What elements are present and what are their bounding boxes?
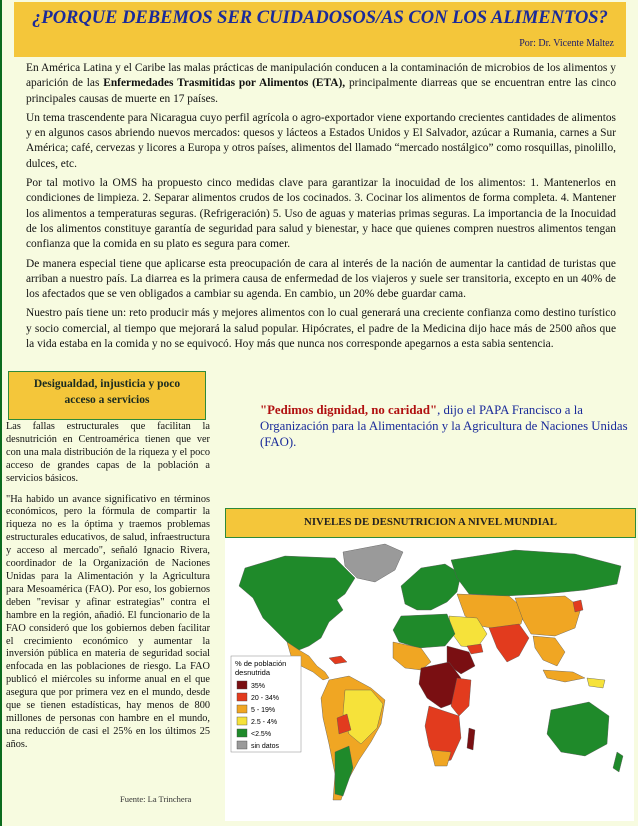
page-border	[0, 0, 2, 826]
quote-emphasis: "Pedimos dignidad, no caridad"	[260, 403, 438, 417]
author-byline: Por: Dr. Vicente Maltez	[519, 38, 614, 49]
main-article	[26, 61, 616, 356]
legend-swatch	[237, 681, 247, 689]
map-heading-box	[225, 508, 636, 538]
legend-label: 5 - 19%	[251, 707, 276, 714]
legend-label: 20 - 34%	[251, 695, 280, 702]
map-heading: NIVELES DE DESNUTRICION A NIVEL MUNDIAL	[304, 516, 557, 528]
title-banner	[14, 2, 626, 57]
paragraph-5: Nuestro país tiene un: reto producir más y mejores alimentos con lo cual generará una creciente confianza como destino turístico y socio comercial, al tiempo que mejorará la salud popular. Hipócrates, el padre de la Medicina dijo hace más de 2500 años que la vida estaba en la comida y no se equivocó. Hoy más que nunca nos corresponde apegarnos a esta sabia sentencia.	[26, 307, 616, 351]
legend-swatch	[237, 717, 247, 725]
quote-text: , dijo el PAPA Francisco a la Organización para la Alimentación y la Agricultura de Naciones Unidas (FAO).	[260, 403, 628, 450]
map-legend	[231, 656, 301, 752]
sidebar-column	[6, 421, 210, 760]
source-credit: Fuente: La Trinchera	[120, 794, 192, 804]
legend-swatch	[237, 705, 247, 713]
paragraph-3: Por tal motivo la OMS ha propuesto cinco medidas clave para garantizar la inocuidad de los alimentos: 1. Mantenerlos en condiciones de limpieza. 2. Separar alimentos crudos de los cocinados. 3. Cocinar los alimentos de forma completa. 4. Mantener los alimentos a temperaturas seguras. (Refrigeración) 5. Uso de aguas y materias primas seguras. La importancia de la Inocuidad de los alimentos constituye garantía de seguridad para salud y bienestar, y hace que quienes compren nuestros alimentos tengan confianza que la comida en su plato es segura para comer.	[26, 177, 616, 251]
sidebar-heading: Desigualdad, injusticia y poco acceso a servicios	[33, 378, 181, 406]
paragraph-4: De manera especial tiene que aplicarse esta preocupación de cara al interés de la nación de aumentar la cantidad de turistas que arriban a nuestro país. La diarrea es la primera causa de enfermedad de los viajeros y suele ser transitoria, excepto en un 40% de los afectados que se ven obligados a cambiar su agenda. En cambio, un 20% debe guardar cama.	[26, 257, 616, 301]
legend-swatch	[237, 693, 247, 701]
legend-label: sin datos	[251, 743, 280, 750]
paragraph-1-part-a: En América Latina y el Caribe las malas prácticas de manipulación conducen a la contaminación de microbios de los alimentos y aparición de las	[26, 62, 616, 90]
map-region-north-africa	[393, 614, 455, 648]
legend-title-line-1: % de población	[235, 659, 287, 668]
legend-swatch	[237, 729, 247, 737]
sidebar-paragraph-2: "Ha habido un avance significativo en términos económicos, pero la fórmula de compartir la riqueza no es la óptima y traemos problemas estructurales educativos, de salud, infraestructura y acceso al mercado", señaló Ignacio Rivera, coordinador de la Organización de Naciones Unidas para la Alimentación y la Agricultura para Mesoamérica (FAO). Por eso, los gobiernos deben "revisar y afinar estrategias" contra el hambre en la región, añadió. El funcionario de la FAO consideró que los gobiernos deben facilitar el crecimiento económico y aumentar la inversión pública en materia de seguridad social enfocada en las poblaciones de riesgo. La FAO publicó el miércoles su informe anual en el que asegura que por primera vez en el mundo, desde que se tienen estadísticas, hay menos de 800 millones de personas con hambre en el mundo, una reducción de casi el 25% en los últimos 25 años.	[6, 493, 210, 750]
legend-label: 2.5 - 4%	[251, 719, 278, 726]
sidebar-paragraph-1: Las fallas estructurales que facilitan la desnutrición en Centroamérica tienen que ver con una mala distribución de la riqueza y el poco acceso de grandes capas de la población a servicios básicos.	[6, 421, 210, 484]
paragraph-1	[26, 61, 616, 107]
malnutrition-world-map	[225, 538, 634, 821]
map-region-north-korea	[573, 600, 583, 612]
legend-label: 35%	[251, 683, 266, 690]
world-map-svg	[225, 538, 634, 821]
pope-quote	[260, 402, 628, 451]
legend-title-line-2: desnutrida	[235, 668, 271, 677]
paragraph-2: Un tema trascendente para Nicaragua cuyo perfil agrícola o agro-exportador viene exportando crecientes cantidades de alimentos y en algunos casos abriendo nuevos mercados: quesos y lácteos a Estados Unidos y El Salvador, azúcar a Rumania, carnes a Sur América; café, cervezas y licores a Europa y otros países, alimentos del llamado “mercado nostálgico” como rosquillas, pinolillo, dulces, etc.	[26, 111, 616, 170]
legend-swatch	[237, 741, 247, 749]
page-title: ¿PORQUE DEBEMOS SER CUIDADOSOS/AS CON LOS ALIMENTOS?	[32, 8, 608, 28]
paragraph-1-part-b: principalmente diarreas que se encuentran entre las cinco principales causas de muerte en 17 países.	[26, 77, 617, 105]
legend-label: <2.5%	[251, 731, 272, 738]
eta-term: Enfermedades Trasmitidas por Alimentos (ETA),	[103, 77, 346, 90]
sidebar-heading-box	[8, 371, 206, 420]
